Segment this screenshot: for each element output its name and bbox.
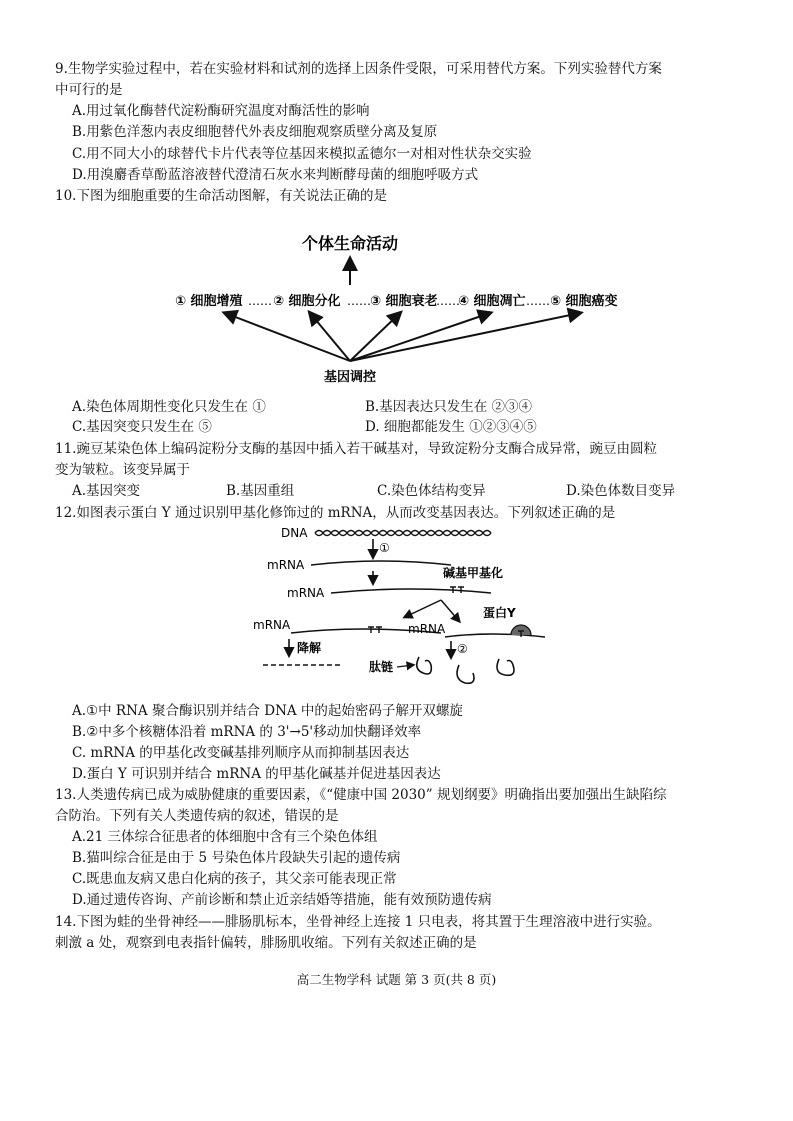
q11-option-d: D.染色体数目变异 [566,483,676,499]
q10-option-b: B.基因表达只发生在 ②③④ [365,399,533,415]
q12-option-b: B.②中多个核糖体沿着 mRNA 的 3'→5'移动加快翻译效率 [72,724,422,740]
dots-4: …… [526,294,550,308]
methyl-label: 碱基甲基化 [443,566,504,580]
q12-option-d: D.蛋白 Y 可识别并结合 mRNA 的甲基化碱基并促进基因表达 [72,766,441,782]
mrna-strand-2 [331,589,491,593]
arrow-to-5 [350,313,580,361]
q12-stem: 12.如图表示蛋白 Y 通过识别甲基化修饰过的 mRNA，从而改变基因表达。下列叙述正确的是 [55,505,616,521]
q14-stem-line1: 14.下图为蛙的坐骨神经——腓肠肌标本，坐骨神经上连接 1 只电表，将其置于生理溶液中进行实验。 [55,914,661,930]
arrow-left-branch [405,600,441,617]
q13-stem-line1: 13.人类遗传病已成为威胁健康的重要因素，《“健康中国 2030” 规划纲要》明确指出要加强出生缺陷综 [55,787,667,803]
q9-stem-line2: 中可行的是 [55,82,123,98]
q10-option-a: A.染色体周期性变化只发生在 ① [72,399,266,415]
node-senescence: ③ 细胞衰老 [370,294,438,309]
step1-label: ① [379,541,390,555]
node-cancer: ⑤ 细胞癌变 [550,294,618,309]
q9-option-a: A.用过氧化酶替代淀粉酶研究温度对酶活性的影响 [72,103,370,119]
ribosome-3 [497,659,514,675]
q10-option-c: C.基因突变只发生在 ⑤ [72,419,212,435]
q9-stem-line1: 9.生物学实验过程中，若在实验材料和试剂的选择上因条件受限，可采用替代方案。下列实验替代方案 [55,61,662,77]
mrna-strand-1 [311,561,451,565]
dots-1: …… [248,294,272,308]
q10-option-d: D. 细胞都能发生 ①②③④⑤ [365,419,537,435]
ribosome-2 [457,665,474,683]
q13-option-d: D.通过遗传咨询、产前诊断和禁止近亲结婚等措施，能有效预防遗传病 [72,892,492,908]
mrna-label-4: mRNA [408,622,446,636]
peptide-label: 肽链 [369,660,394,674]
diagram-top-label: 个体生命活动 [301,234,399,253]
q10-stem: 10.下图为细胞重要的生命活动图解，有关说法正确的是 [55,188,387,204]
dots-2: …… [347,294,371,308]
arrow-right-branch [441,600,459,621]
protein-y-label: 蛋白Y [483,606,516,620]
q13-option-c: C.既患血友病又患白化病的孩子，其父亲可能表现正常 [72,871,397,887]
mrna-methylation-diagram [245,525,555,697]
methyl-mark-4 [376,627,382,633]
mrna-label-3: mRNA [253,618,291,632]
q13-option-a: A.21 三体综合征患者的体细胞中含有三个染色体组 [72,829,378,845]
q11-option-b: B.基因重组 [226,483,295,499]
q12-option-c: C. mRNA 的甲基化改变碱基排列顺序从而抑制基因表达 [72,745,410,761]
arrow-peptide [397,665,413,667]
q12-option-a: A.①中 RNA 聚合酶识别并结合 DNA 中的起始密码子解开双螺旋 [72,703,463,719]
dna-label: DNA [281,526,308,540]
step2-label: ② [457,642,468,656]
q9-option-c: C.用不同大小的球替代卡片代表等位基因来模拟孟德尔一对相对性状杂交实验 [72,146,532,162]
node-differentiation: ② 细胞分化 [273,294,341,309]
diagram-bottom-label: 基因调控 [323,370,377,385]
page-footer: 高二生物学科 试题 第 3 页(共 8 页) [296,972,497,987]
q11-option-a: A.基因突变 [72,483,141,499]
q14-stem-line2: 刺激 a 处，观察到电表指针偏转，腓肠肌收缩。下列有关叙述正确的是 [55,935,477,951]
q11-stem-line2: 变为皱粒。该变异属于 [55,462,190,478]
mrna-label-2: mRNA [287,586,325,600]
q13-option-b: B.猫叫综合征是由于 5 号染色体片段缺失引起的遗传病 [72,850,401,866]
methyl-mark-3 [368,627,374,633]
arrow-to-3 [350,313,400,361]
q11-stem-line1: 11.豌豆某染色体上编码淀粉分支酶的基因中插入若干碱基对，导致淀粉分支酶合成异常，豌豆由圆粒 [55,441,657,457]
q9-option-d: D.用溴麝香草酚蓝溶液替代澄清石灰水来判断酵母菌的细胞呼吸方式 [72,167,479,183]
degrade-label: 降解 [297,641,322,655]
mrna-label-1: mRNA [267,558,305,572]
cell-activity-diagram [170,225,640,390]
node-proliferation: ① 细胞增殖 [175,294,243,309]
dots-3: …… [436,294,460,308]
node-apoptosis: ④ 细胞凋亡 [458,294,526,309]
q9-option-b: B.用紫色洋葱内表皮细胞替代外表皮细胞观察质壁分离及复原 [72,124,438,140]
q11-option-c: C.染色体结构变异 [377,483,486,499]
q13-stem-line2: 合防治。下列有关人类遗传病的叙述，错误的是 [55,808,339,824]
ribosome-1 [417,657,432,674]
